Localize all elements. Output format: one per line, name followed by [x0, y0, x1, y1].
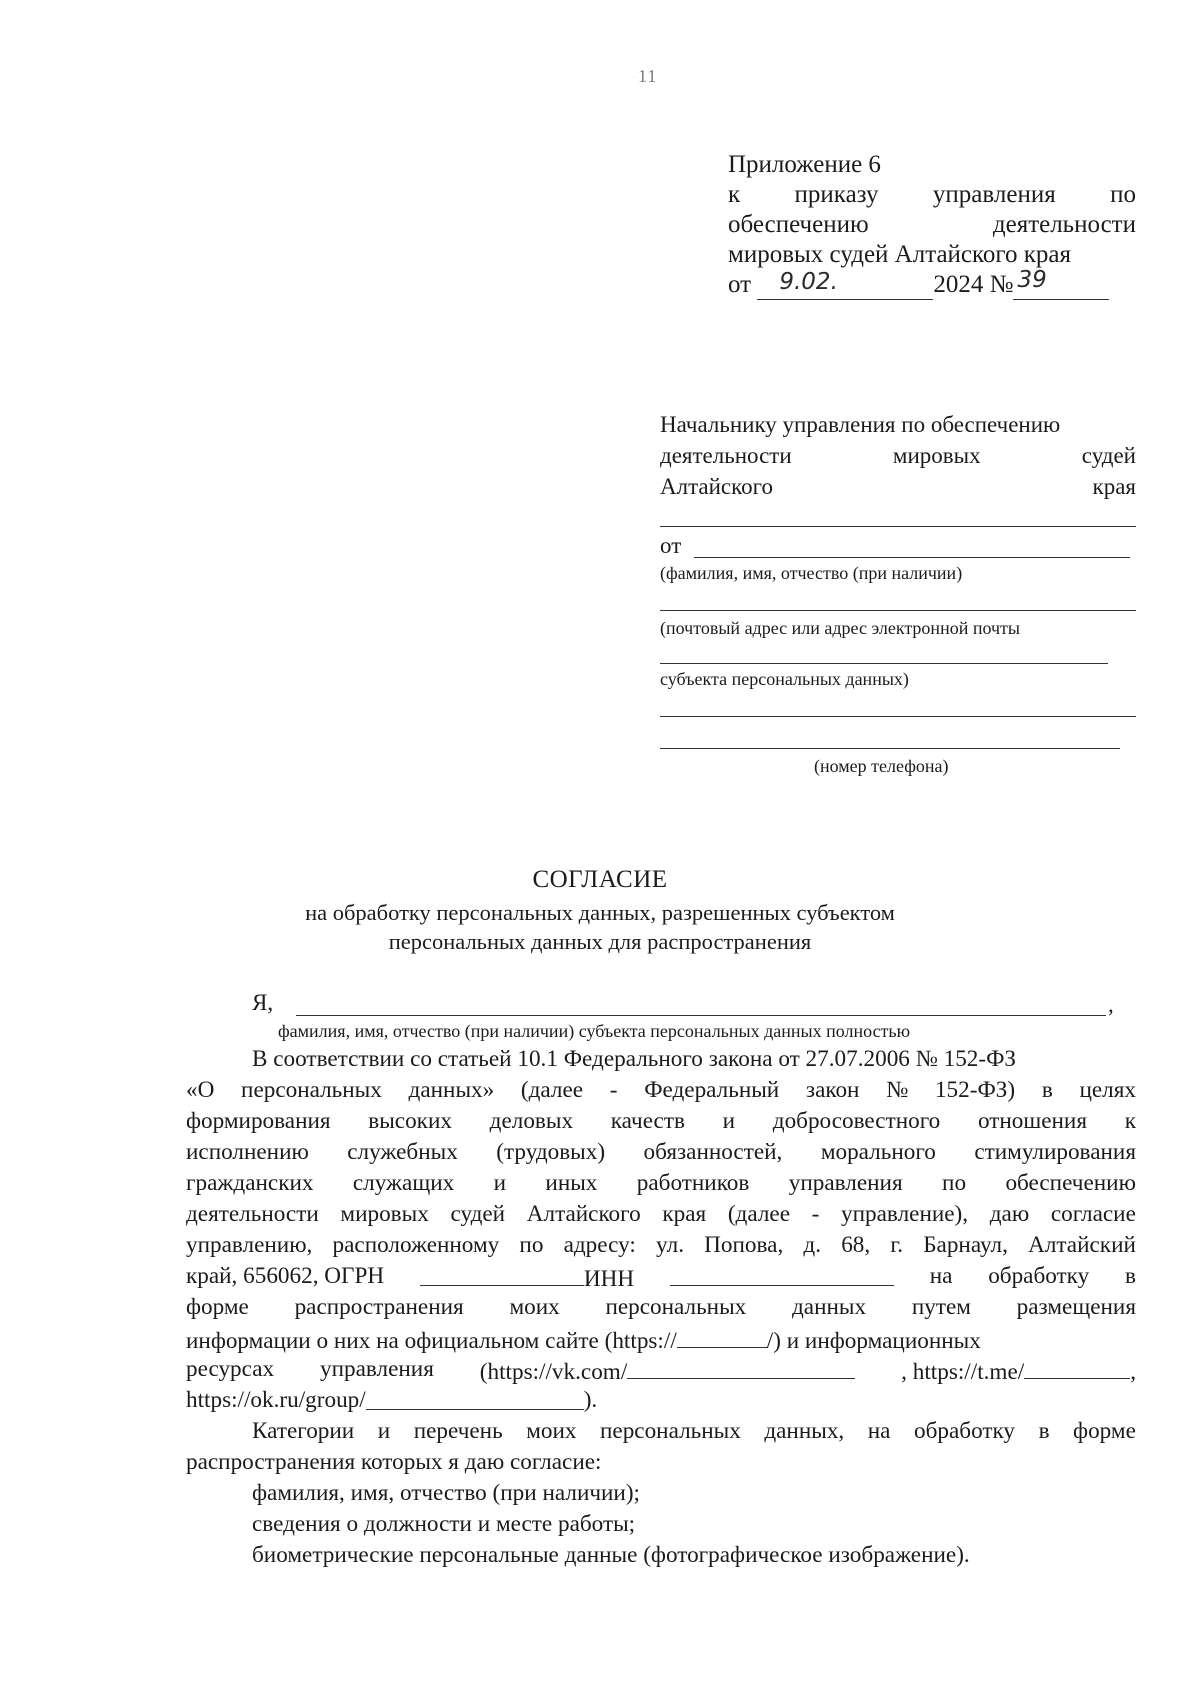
word: закон: [805, 1077, 860, 1103]
word: отношения: [977, 1108, 1088, 1134]
addressee-line2: [660, 440, 1136, 471]
category-item-2: [186, 1509, 1136, 1540]
ya-suffix: ,: [1108, 992, 1114, 1017]
word: к: [728, 181, 741, 208]
text: В соответствии со статьей 10.1 Федерального закона от 27.07.2006 № 152-ФЗ: [252, 1046, 1017, 1072]
ya-prefix: Я,: [252, 990, 274, 1015]
word: данных: [792, 1294, 867, 1320]
body-line-2: [186, 1075, 1136, 1106]
word: служащих: [352, 1170, 455, 1196]
category-item-3: [186, 1540, 1136, 1571]
document-title: СОГЛАСИЕ: [532, 866, 668, 893]
text: край, 656062, ОГРН: [186, 1263, 385, 1289]
word: моих: [526, 1418, 577, 1444]
word: края: [1092, 474, 1136, 499]
text: ресурсах: [186, 1356, 275, 1382]
fullname-blank-line: [296, 1015, 1106, 1016]
word: Алтайский: [1028, 1232, 1136, 1258]
word: деятельности: [186, 1201, 319, 1227]
word: размещения: [1016, 1294, 1136, 1320]
word: управление),: [841, 1201, 969, 1227]
word: в: [1038, 1418, 1050, 1444]
blank-line: [660, 748, 1120, 749]
word: (далее: [520, 1077, 584, 1103]
word: и: [493, 1170, 507, 1196]
word: обработку: [914, 1418, 1016, 1444]
text: ИНН: [583, 1266, 635, 1292]
word: «О: [186, 1077, 215, 1103]
word: деятельности: [660, 443, 792, 468]
word: по: [519, 1232, 544, 1258]
word: мировых: [892, 443, 981, 468]
hint-phone: (номер телефона): [814, 756, 949, 776]
appendix-line4: мировых судей Алтайского края: [728, 241, 1072, 268]
word: на: [867, 1418, 891, 1444]
text: управления: [320, 1356, 434, 1382]
word: Алтайского: [526, 1201, 641, 1227]
number-sign: №: [989, 271, 1014, 298]
text: https://ok.ru/group/: [186, 1387, 366, 1413]
site-field: [186, 1323, 981, 1354]
from-prefix: от: [660, 533, 682, 558]
word: 68,: [841, 1232, 871, 1258]
word: д.: [803, 1232, 822, 1258]
name-blank-line: [694, 557, 1130, 558]
page-number: 11: [638, 66, 658, 86]
word: исполнению: [186, 1139, 309, 1165]
word: персональных: [241, 1077, 382, 1103]
text: информации о них на официальном сайте (https://: [186, 1328, 677, 1354]
ogrn-field: [420, 1261, 634, 1292]
appendix-line2: [728, 180, 1136, 210]
blank-line: [660, 716, 1136, 717]
word: иных: [545, 1170, 598, 1196]
text: обработку: [988, 1263, 1090, 1289]
appendix-line3: [728, 210, 1136, 240]
inn-field: [670, 1261, 894, 1286]
word: гражданских: [186, 1170, 314, 1196]
handwritten-date: 9.02.: [779, 269, 838, 295]
text: распространения которых я даю согласие:: [186, 1449, 602, 1475]
word: перечень: [413, 1418, 503, 1444]
word: обеспечению: [1005, 1170, 1136, 1196]
addressee-line1: Начальнику управления по обеспечению: [660, 412, 1061, 437]
word: приказу: [794, 181, 879, 208]
categories-line-1: [186, 1416, 1136, 1447]
number-field: [1013, 267, 1109, 300]
body-line-3: [186, 1106, 1136, 1137]
word: адресу:: [563, 1232, 636, 1258]
word: моих: [509, 1294, 560, 1320]
word: в: [1041, 1077, 1053, 1103]
body-line-12: [186, 1385, 1136, 1416]
text: в: [1125, 1263, 1136, 1289]
word: (трудовых): [496, 1139, 606, 1165]
blank-line: [660, 526, 1136, 527]
text: ).: [583, 1387, 598, 1413]
body-line-4: [186, 1137, 1136, 1168]
date-prefix: от: [728, 271, 752, 298]
category-item-1: [186, 1478, 1136, 1509]
text: , https://t.me/: [901, 1359, 1025, 1385]
addressee-line3: [660, 471, 1136, 502]
word: морального: [820, 1139, 936, 1165]
word: и: [722, 1108, 736, 1134]
text: ,: [1130, 1359, 1136, 1385]
word: судей: [1081, 443, 1136, 468]
word: добросовестного: [772, 1108, 941, 1134]
word: служебных: [347, 1139, 458, 1165]
hint-address: (почтовый адрес или адрес электронной почты: [660, 618, 1021, 638]
word: по: [1110, 181, 1136, 208]
body-line-11: [186, 1354, 1136, 1385]
appendix-date-line: [728, 267, 1136, 300]
word: (далее: [727, 1201, 790, 1227]
text: /) и информационных: [766, 1328, 981, 1354]
handwritten-number: 39: [1017, 267, 1047, 293]
categories-line-2: [186, 1447, 1136, 1478]
blank-line: [660, 663, 1108, 664]
body-line-6: [186, 1199, 1136, 1230]
word: Федеральный: [644, 1077, 780, 1103]
hint-subject: субъекта персональных данных): [660, 669, 909, 689]
body-line-8: [186, 1261, 1136, 1292]
text: биометрические персональные данные (фотографическое изображение).: [252, 1542, 970, 1568]
body-line-5: [186, 1168, 1136, 1199]
word: и: [377, 1418, 391, 1444]
ok-field: [366, 1385, 584, 1410]
word: деятельности: [992, 211, 1136, 238]
word: г.: [890, 1232, 904, 1258]
word: данных»: [408, 1077, 495, 1103]
word: управления: [932, 181, 1056, 208]
word: Алтайского: [660, 474, 774, 499]
document-subtitle-1: на обработку персональных данных, разрешенных субъектом: [305, 900, 895, 925]
word: обеспечению: [728, 211, 869, 238]
hint-name: (фамилия, имя, отчество (при наличии): [660, 563, 963, 583]
word: -: [811, 1201, 820, 1227]
word: мировых: [340, 1201, 429, 1227]
addressee-block: [660, 409, 1136, 502]
word: форме: [1073, 1418, 1136, 1444]
body-line-7: [186, 1230, 1136, 1261]
word: персональных: [600, 1418, 741, 1444]
word: стимулирования: [974, 1139, 1136, 1165]
text: (https://vk.com/: [479, 1359, 628, 1385]
word: ул.: [656, 1232, 684, 1258]
ya-hint: фамилия, имя, отчество (при наличии) субъекта персональных данных полностью: [278, 1021, 911, 1041]
word: №: [886, 1077, 909, 1103]
word: распространения: [294, 1294, 464, 1320]
text: на: [929, 1263, 953, 1289]
appendix-title: Приложение 6: [728, 151, 881, 178]
word: расположенному: [332, 1232, 500, 1258]
word: 152-ФЗ): [934, 1077, 1016, 1103]
year: 2024: [933, 271, 984, 298]
word: формирования: [186, 1108, 331, 1134]
word: работников: [636, 1170, 750, 1196]
consent-paragraph: [186, 1044, 1136, 1571]
tme-field: [901, 1354, 1136, 1385]
word: Категории: [252, 1418, 355, 1444]
word: данных,: [764, 1418, 845, 1444]
word: управления: [788, 1170, 903, 1196]
word: высоких: [368, 1108, 452, 1134]
word: качеств: [610, 1108, 685, 1134]
vk-field: [480, 1354, 856, 1385]
document-subtitle-2: персональных данных для распространения: [388, 929, 812, 954]
word: Барнаул,: [923, 1232, 1008, 1258]
appendix-block: [728, 150, 1136, 300]
word: деловых: [489, 1108, 574, 1134]
body-line-10: [186, 1323, 1136, 1354]
word: к: [1124, 1108, 1136, 1134]
word: согласие: [1050, 1201, 1136, 1227]
word: Попова,: [704, 1232, 784, 1258]
word: управлению,: [186, 1232, 313, 1258]
word: обязанностей,: [643, 1139, 783, 1165]
word: судей: [450, 1201, 506, 1227]
body-line-1: [186, 1044, 1136, 1075]
blank-line: [660, 610, 1136, 611]
word: персональных: [605, 1294, 747, 1320]
word: даю: [989, 1201, 1030, 1227]
text: сведения о должности и месте работы;: [252, 1511, 636, 1537]
word: края: [662, 1201, 707, 1227]
text: фамилия, имя, отчество (при наличии);: [252, 1480, 640, 1506]
word: форме: [186, 1294, 249, 1320]
word: целях: [1079, 1077, 1136, 1103]
word: по: [942, 1170, 967, 1196]
date-field: [757, 269, 933, 300]
word: -: [609, 1077, 618, 1103]
body-line-9: [186, 1292, 1136, 1323]
word: путем: [911, 1294, 971, 1320]
